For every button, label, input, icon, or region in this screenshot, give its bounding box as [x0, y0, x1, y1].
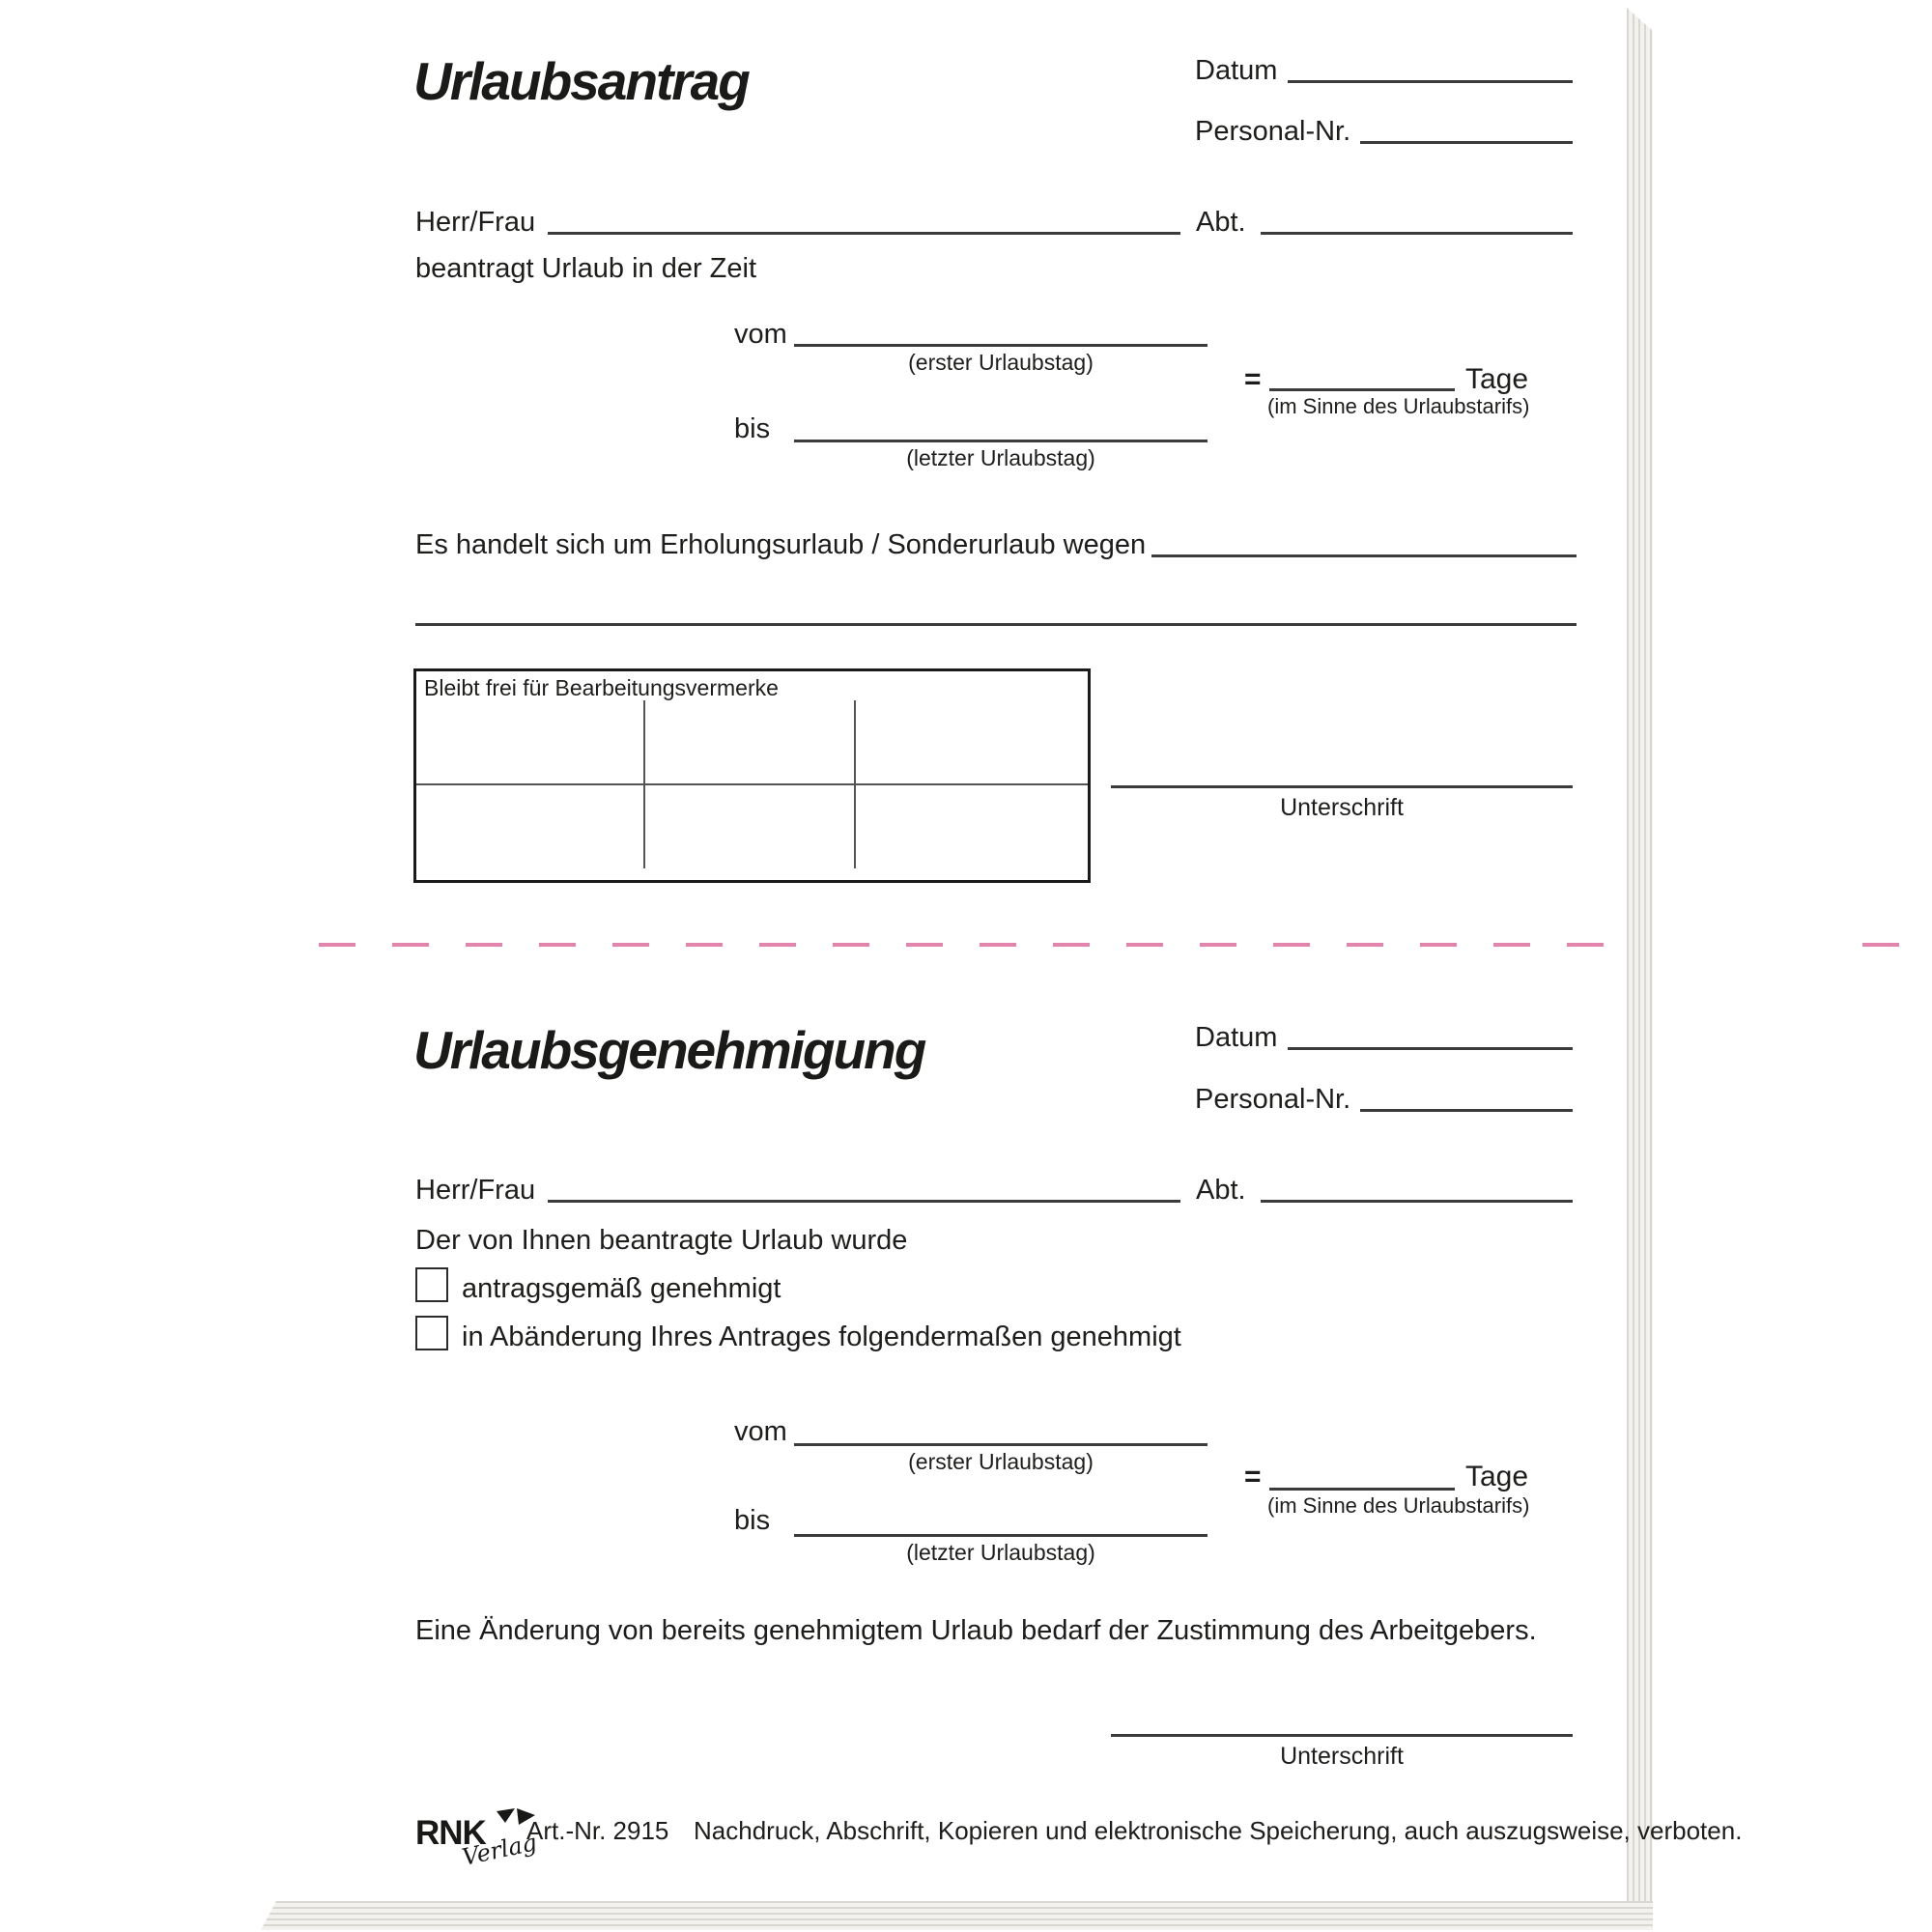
approval-change-note: Eine Änderung von bereits genehmigtem Urlaub bedarf der Zustimmung des Arbeitgebers.	[415, 1615, 1537, 1646]
approval-days-hint: (im Sinne des Urlaubstarifs)	[1267, 1493, 1530, 1518]
brand-suffix-text: Verlag	[459, 1829, 540, 1871]
article-number: Art.-Nr. 2915	[526, 1816, 669, 1845]
approval-title: Urlaubsgenehmigung	[413, 1020, 925, 1080]
request-dept-label: Abt.	[1196, 207, 1246, 238]
checkbox-approved-with-changes-label: in Abänderung Ihres Antrages folgendermaßen genehmigt	[462, 1321, 1181, 1352]
request-from-hint: (erster Urlaubstag)	[908, 350, 1094, 375]
request-reason-field-line-2[interactable]	[415, 623, 1577, 626]
office-box-vertical-divider-2	[854, 700, 856, 868]
approval-days-field-line[interactable]	[1269, 1488, 1455, 1491]
approval-dept-label: Abt.	[1196, 1175, 1246, 1206]
approval-dept-field-line[interactable]	[1261, 1200, 1573, 1203]
perforation-dashed-line	[319, 943, 1634, 947]
approval-signature-label: Unterschrift	[1280, 1743, 1404, 1770]
approval-signature-line[interactable]	[1111, 1734, 1573, 1737]
checkbox-approved-as-requested[interactable]	[415, 1267, 448, 1302]
copyright-notice: Nachdruck, Abschrift, Kopieren und elektronische Speicherung, auch auszugsweise, verboten.	[694, 1816, 1743, 1845]
pad-page-stack-right-edge	[1627, 2, 1653, 1907]
request-days-field-line[interactable]	[1269, 388, 1455, 391]
request-title: Urlaubsantrag	[413, 51, 749, 111]
approval-to-field-line[interactable]	[794, 1534, 1208, 1537]
request-from-label: vom	[734, 319, 787, 350]
request-to-field-line[interactable]	[794, 440, 1208, 442]
approval-personnel-no-field-line[interactable]	[1360, 1109, 1573, 1112]
request-equals-sign: =	[1244, 363, 1262, 395]
office-box-vertical-divider-1	[643, 700, 645, 868]
request-to-label: bis	[734, 413, 771, 444]
approval-to-hint: (letzter Urlaubstag)	[906, 1540, 1095, 1565]
request-reason-field-line[interactable]	[1151, 554, 1577, 557]
office-use-box-label: Bleibt frei für Bearbeitungsvermerke	[424, 675, 779, 700]
approval-equals-sign: =	[1244, 1461, 1262, 1492]
office-box-horizontal-divider	[416, 783, 1088, 785]
approval-date-label: Datum	[1195, 1022, 1278, 1053]
request-from-field-line[interactable]	[794, 344, 1208, 347]
approval-from-field-line[interactable]	[794, 1443, 1208, 1446]
perforation-dash-fragment	[1862, 943, 1899, 947]
request-date-label: Datum	[1195, 55, 1278, 86]
approval-from-label: vom	[734, 1416, 787, 1447]
approval-name-label: Herr/Frau	[415, 1175, 536, 1206]
brand-name-text: RNK	[415, 1814, 486, 1852]
checkbox-approved-as-requested-label: antragsgemäß genehmigt	[462, 1273, 781, 1304]
request-name-label: Herr/Frau	[415, 207, 536, 238]
checkbox-approved-with-changes[interactable]	[415, 1316, 448, 1350]
approval-personnel-no-label: Personal-Nr.	[1195, 1084, 1351, 1115]
request-date-field-line[interactable]	[1288, 80, 1573, 83]
approval-date-field-line[interactable]	[1288, 1047, 1573, 1050]
request-signature-label: Unterschrift	[1280, 794, 1404, 821]
request-reason-label: Es handelt sich um Erholungsurlaub / Sonderurlaub wegen	[415, 529, 1147, 560]
request-personnel-no-field-line[interactable]	[1360, 141, 1573, 144]
approval-intro-text: Der von Ihnen beantragte Urlaub wurde	[415, 1225, 908, 1256]
request-days-hint: (im Sinne des Urlaubstarifs)	[1267, 394, 1530, 418]
request-to-hint: (letzter Urlaubstag)	[906, 445, 1095, 470]
approval-from-hint: (erster Urlaubstag)	[908, 1449, 1094, 1474]
request-personnel-no-label: Personal-Nr.	[1195, 116, 1351, 147]
request-name-field-line[interactable]	[548, 232, 1180, 235]
request-dept-field-line[interactable]	[1261, 232, 1573, 235]
request-signature-line[interactable]	[1111, 785, 1573, 788]
pad-page-stack-bottom-edge	[251, 1901, 1653, 1930]
request-intro-text: beantragt Urlaub in der Zeit	[415, 253, 757, 284]
approval-to-label: bis	[734, 1505, 771, 1536]
approval-days-label: Tage	[1465, 1461, 1529, 1492]
office-use-box[interactable]	[413, 668, 1091, 883]
request-days-label: Tage	[1465, 363, 1529, 395]
approval-name-field-line[interactable]	[548, 1200, 1180, 1203]
